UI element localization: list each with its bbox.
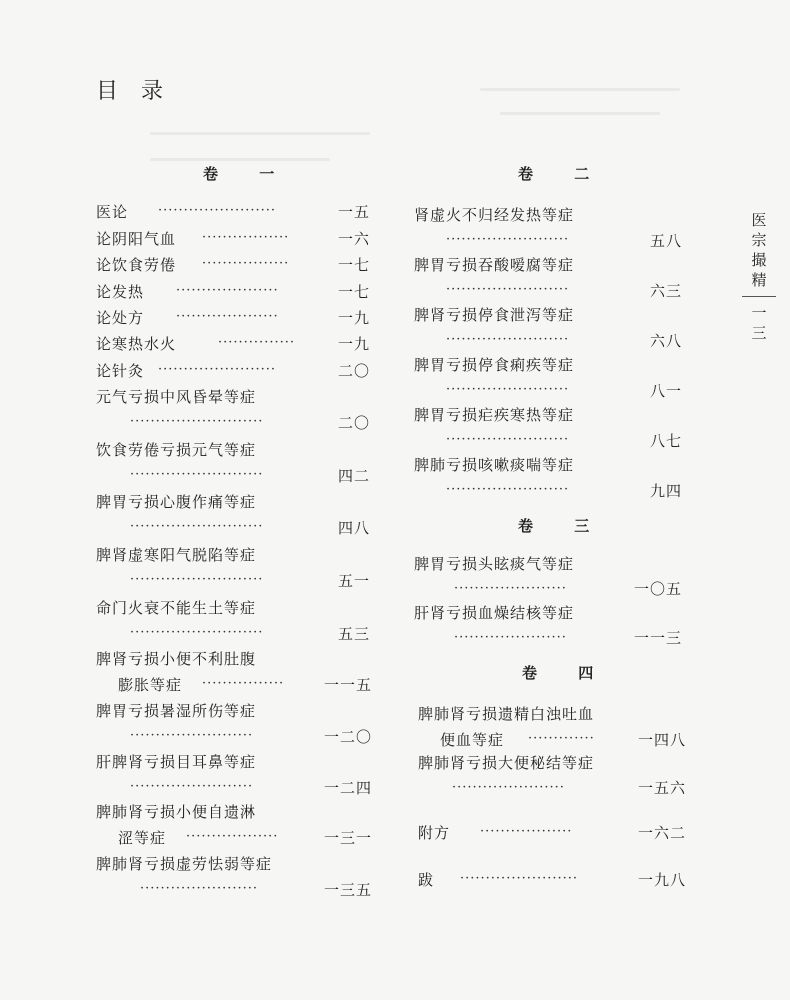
running-head xyxy=(742,210,776,343)
leader-dots: ························ xyxy=(446,382,570,397)
page-number: 一三 xyxy=(751,304,767,342)
divider xyxy=(742,296,776,297)
leader-dots: ···················· xyxy=(176,309,279,324)
toc-entry-title[interactable]: 脾肾亏损停食泄泻等症 xyxy=(414,306,575,324)
bleed-through xyxy=(500,112,660,115)
toc-entry-title-continued[interactable]: 膨胀等症 xyxy=(118,676,183,694)
toc-entry-title[interactable]: 脾肾虚寒阳气脱陷等症 xyxy=(96,546,257,564)
toc-entry-page: 五三 xyxy=(337,625,370,643)
toc-entry-title-continued[interactable]: 便血等症 xyxy=(440,731,505,749)
toc-entry-page: 一〇五 xyxy=(633,580,682,598)
toc-entry-title[interactable]: 脾胃亏损吞酸嗳腐等症 xyxy=(414,256,575,274)
leader-dots: ················· xyxy=(202,230,290,245)
leader-dots: ·················· xyxy=(480,824,573,839)
toc-entry-title[interactable]: 肝脾肾亏损目耳鼻等症 xyxy=(96,753,257,771)
toc-entry-page: 一五 xyxy=(337,203,370,221)
section-heading-juan3: 卷 三 xyxy=(518,517,608,535)
toc-entry-page: 一九 xyxy=(337,335,370,353)
leader-dots: ························ xyxy=(130,728,254,743)
toc-entry-title[interactable]: 论针灸 xyxy=(96,362,145,380)
toc-entry-page: 一六二 xyxy=(637,824,686,842)
leader-dots: ················· xyxy=(202,256,290,271)
leader-dots: ············· xyxy=(528,731,595,746)
leader-dots: ·························· xyxy=(130,467,264,482)
leader-dots: ························ xyxy=(130,779,254,794)
leader-dots: ······················ xyxy=(454,630,567,645)
toc-entry-title[interactable]: 论饮食劳倦 xyxy=(96,256,177,274)
toc-entry-title-continued[interactable]: 涩等症 xyxy=(118,829,167,847)
toc-entry-title[interactable]: 肝肾亏损血燥结核等症 xyxy=(414,604,575,622)
toc-entry-page: 一二〇 xyxy=(323,728,372,746)
leader-dots: ························ xyxy=(446,482,570,497)
leader-dots: ·························· xyxy=(130,519,264,534)
leader-dots: ·························· xyxy=(130,414,264,429)
leader-dots: ······················· xyxy=(140,881,259,896)
leader-dots: ················ xyxy=(202,676,285,691)
toc-entry-page: 一一三 xyxy=(633,629,682,647)
toc-entry-page: 一九八 xyxy=(637,871,686,889)
toc-entry-title[interactable]: 饮食劳倦亏损元气等症 xyxy=(96,441,257,459)
section-heading-juan2: 卷 二 xyxy=(518,165,608,183)
toc-entry-page: 六八 xyxy=(649,332,682,350)
toc-entry-page: 一三五 xyxy=(323,881,372,899)
bleed-through xyxy=(150,132,370,135)
toc-entry-page: 八一 xyxy=(649,382,682,400)
leader-dots: ······················· xyxy=(158,203,277,218)
section-heading-juan4: 卷 四 xyxy=(522,664,612,682)
toc-entry-title[interactable]: 论阴阳气血 xyxy=(96,230,177,248)
leader-dots: ······················· xyxy=(460,871,579,886)
leader-dots: ······················ xyxy=(454,581,567,596)
toc-entry-title[interactable]: 脾胃亏损暑湿所伤等症 xyxy=(96,702,257,720)
toc-entry-title[interactable]: 元气亏损中风昏晕等症 xyxy=(96,388,257,406)
toc-entry-title[interactable]: 命门火衰不能生土等症 xyxy=(96,599,257,617)
toc-entry-page: 一五六 xyxy=(637,779,686,797)
book-title: 医宗撮精 xyxy=(751,211,767,289)
leader-dots: ························ xyxy=(446,332,570,347)
toc-entry-page: 四二 xyxy=(337,467,370,485)
toc-entry-title[interactable]: 脾胃亏损头眩痰气等症 xyxy=(414,555,575,573)
section-heading-juan1: 卷 一 xyxy=(203,165,293,183)
toc-entry-page: 一七 xyxy=(337,256,370,274)
toc-entry-page: 二〇 xyxy=(337,362,370,380)
toc-entry-title[interactable]: 脾胃亏损心腹作痛等症 xyxy=(96,493,257,511)
bleed-through xyxy=(150,158,330,161)
toc-entry-page: 五八 xyxy=(649,232,682,250)
toc-entry-page: 四八 xyxy=(337,519,370,537)
toc-entry-title[interactable]: 脾肺肾亏损小便自遗淋 xyxy=(96,803,257,821)
toc-entry-page: 一一五 xyxy=(323,676,372,694)
toc-entry-page: 九四 xyxy=(649,482,682,500)
toc-entry-title[interactable]: 医论 xyxy=(96,203,129,221)
bleed-through xyxy=(480,88,680,91)
toc-entry-title[interactable]: 论处方 xyxy=(96,309,145,327)
leader-dots: ·························· xyxy=(130,625,264,640)
leader-dots: ···················· xyxy=(176,283,279,298)
leader-dots: ······················· xyxy=(158,362,277,377)
toc-entry-title[interactable]: 论寒热水火 xyxy=(96,335,177,353)
toc-entry-title[interactable]: 论发热 xyxy=(96,283,145,301)
toc-entry-page: 五一 xyxy=(337,572,370,590)
leader-dots: ························ xyxy=(446,432,570,447)
leader-dots: ······················ xyxy=(452,780,565,795)
page-title: 目 录 xyxy=(96,79,171,104)
toc-entry-page: 一九 xyxy=(337,309,370,327)
toc-entry-title[interactable]: 脾胃亏损疟疾寒热等症 xyxy=(414,406,575,424)
toc-entry-title[interactable]: 脾肺肾亏损虚劳怯弱等症 xyxy=(96,855,273,873)
toc-entry-title[interactable]: 肾虚火不归经发热等症 xyxy=(414,206,575,224)
toc-entry-title[interactable]: 附方 xyxy=(418,824,451,842)
toc-entry-title[interactable]: 脾胃亏损停食痢疾等症 xyxy=(414,356,575,374)
toc-entry-page: 八七 xyxy=(649,432,682,450)
toc-entry-page: 一六 xyxy=(337,230,370,248)
toc-entry-page: 一四八 xyxy=(637,731,686,749)
toc-entry-page: 一二四 xyxy=(323,779,372,797)
toc-entry-page: 二〇 xyxy=(337,414,370,432)
toc-entry-page: 一三一 xyxy=(323,829,372,847)
toc-entry-title[interactable]: 脾肾亏损小便不利肚腹 xyxy=(96,650,257,668)
toc-entry-title[interactable]: 脾肺亏损咳嗽痰喘等症 xyxy=(414,456,575,474)
toc-entry-page: 一七 xyxy=(337,283,370,301)
leader-dots: ························ xyxy=(446,282,570,297)
toc-entry-title[interactable]: 脾肺肾亏损大便秘结等症 xyxy=(418,754,595,772)
leader-dots: ·················· xyxy=(186,829,279,844)
leader-dots: ··············· xyxy=(218,335,295,350)
toc-entry-title[interactable]: 脾肺肾亏损遗精白浊吐血 xyxy=(418,705,595,723)
toc-entry-page: 六三 xyxy=(649,282,682,300)
leader-dots: ·························· xyxy=(130,572,264,587)
toc-entry-title[interactable]: 跋 xyxy=(418,871,435,889)
leader-dots: ························ xyxy=(446,232,570,247)
